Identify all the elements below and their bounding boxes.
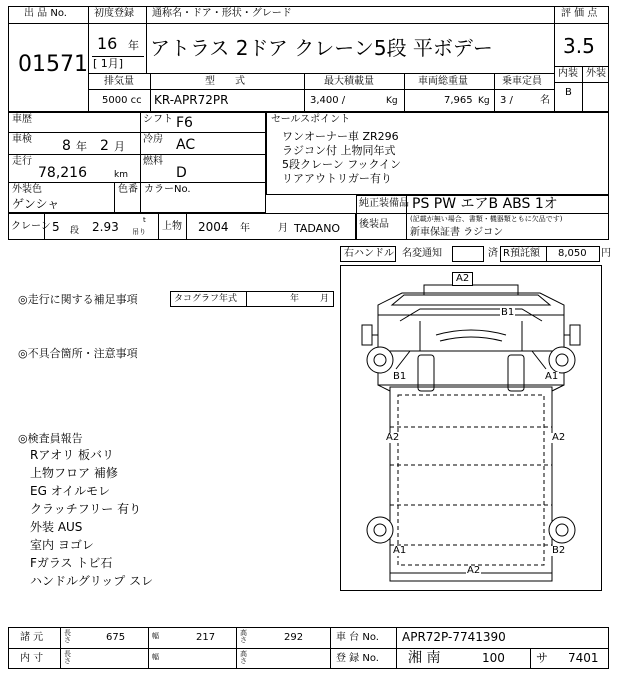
dim-col-1 <box>60 627 61 669</box>
truck-diagram <box>340 265 602 591</box>
chassis-value: APR72P-7741390 <box>402 630 506 644</box>
name-change-box <box>452 246 484 262</box>
model-label: 型 式 <box>205 76 245 87</box>
inspection-month: 2 <box>100 138 109 154</box>
inspection-label: 車検 <box>12 134 32 145</box>
width-label: 幅 <box>152 632 159 640</box>
reg-kana: サ <box>536 651 549 665</box>
first-reg-year: 16 <box>97 34 118 53</box>
upper-month-unit: 月 <box>278 223 288 234</box>
gross-weight-unit: Kg <box>478 96 490 106</box>
header-divider-2 <box>88 73 554 74</box>
body-dim-label: 諸 元 <box>20 632 44 643</box>
upper-col-2 <box>186 213 187 240</box>
fuel-label: 燃料 <box>143 156 163 167</box>
shift-label: シフト <box>143 114 173 125</box>
inspection-year-unit: 年 <box>76 140 87 153</box>
length-label: 長さ <box>64 629 71 644</box>
lot-label: 出 品 No. <box>24 8 67 19</box>
capacity-unit: 名 <box>540 95 550 106</box>
upper-label: 上物 <box>162 221 182 232</box>
recycle-value: 8,050 <box>558 248 587 259</box>
chassis-label: 車 台 No. <box>336 632 379 643</box>
mileage-label: 走行 <box>12 156 32 167</box>
inspector-item-2: 上物フロア 補修 <box>30 466 118 480</box>
inspector-item-8: ハンドルグリップ スレ <box>30 574 154 588</box>
car-name: アトラス 2ドア クレーン5段 平ボデー <box>150 36 493 60</box>
damage-mark-rear-right: B2 <box>552 545 566 556</box>
inspector-item-3: EG オイルモレ <box>30 484 111 498</box>
damage-mark-front: A2 <box>452 272 473 286</box>
damage-mark-rear-left: A1 <box>393 545 407 556</box>
height-value: 292 <box>284 632 304 643</box>
first-reg-month: [ 1月] <box>93 57 124 70</box>
spec-col-1 <box>150 73 151 112</box>
reg-number: 7401 <box>568 651 599 665</box>
model-value: KR-APR72PR <box>154 93 229 107</box>
displacement-value: 5000 cc <box>102 95 142 106</box>
interior-dim-label: 内 寸 <box>20 653 44 664</box>
crane-capacity: 2.93 <box>92 220 119 234</box>
spec-col-4 <box>494 73 495 112</box>
interior-grade: B <box>565 87 572 98</box>
driving-notes-label: ◎走行に関する補足事項 <box>18 293 138 306</box>
spec-col-2 <box>304 73 305 112</box>
header-col-1 <box>88 6 89 112</box>
recycle-unit: 円 <box>601 248 611 259</box>
ext-color-label: 外装色 <box>12 184 42 195</box>
tacho-year-unit: 年 <box>290 294 300 304</box>
height-label: 高さ <box>240 629 247 644</box>
recycle-char: 済 <box>488 248 498 259</box>
header-divider-1 <box>8 23 609 24</box>
fuel-value: D <box>176 165 187 181</box>
spec-col-3 <box>404 73 405 112</box>
equipment-label: 純正装備品 <box>359 198 409 209</box>
dim-col-2 <box>148 627 149 669</box>
capacity-label: 乗車定員 <box>502 76 542 87</box>
dim-row <box>8 648 609 649</box>
length-value: 675 <box>106 632 126 643</box>
damage-mark-rear: A2 <box>467 565 481 576</box>
sales-point-1: ワンオーナー車 ZR296 <box>282 130 399 143</box>
damage-mark-front-left: B1 <box>393 371 407 382</box>
inspector-item-5: 外装 AUS <box>30 520 83 534</box>
color-col-1 <box>114 182 115 213</box>
dim-col-5 <box>396 627 397 669</box>
ac-label: 冷房 <box>143 134 163 145</box>
shift-value: F6 <box>176 115 193 131</box>
header-divider-3 <box>88 89 554 90</box>
inspector-label: ◎検査員報告 <box>18 432 83 445</box>
dim-col-6 <box>530 648 531 669</box>
grade-label: 評 価 点 <box>561 8 598 19</box>
history-label: 車歴 <box>12 114 32 125</box>
reg-label: 登 録 No. <box>336 653 379 664</box>
inspector-item-1: Rアオリ 板バリ <box>30 448 115 462</box>
header-col-2 <box>146 6 147 73</box>
info-row-1 <box>8 132 266 133</box>
info-row-2 <box>8 154 266 155</box>
damage-mark-cab-right: B1 <box>501 307 515 318</box>
upper-year-unit: 年 <box>240 223 250 234</box>
car-name-label: 通称名・ドア・形状・グレード <box>152 8 292 19</box>
damage-mark-left-side: A2 <box>386 432 400 443</box>
reg-class: 100 <box>482 651 505 665</box>
upper-year: 2004 <box>198 220 229 234</box>
defects-label: ◎不具合箇所・注意事項 <box>18 347 138 360</box>
aftermarket-value: 新車保証書 ラジコン <box>410 227 504 238</box>
evaluation-score: 3.5 <box>563 34 595 58</box>
mileage-value: 78,216 <box>38 165 87 181</box>
crane-stages: 5 <box>52 220 60 234</box>
reg-area: 湘 南 <box>408 650 441 666</box>
first-reg-year-unit: 年 <box>128 39 139 52</box>
interior-width-label: 幅 <box>152 653 159 661</box>
ext-color-value: ゲンシャ <box>12 197 60 211</box>
grade-col <box>582 66 583 112</box>
gross-weight-label: 車両総重量 <box>418 76 468 87</box>
lot-number: 01571 <box>18 52 88 77</box>
crane-capacity-unit-bottom: 吊り <box>132 228 146 236</box>
handle-value: 右ハンドル <box>344 248 394 259</box>
dim-col-3 <box>236 627 237 669</box>
ac-value: AC <box>176 137 196 153</box>
exterior-grade-label: 外装 <box>586 68 606 79</box>
inspection-month-unit: 月 <box>114 140 125 153</box>
upper-col <box>158 213 159 240</box>
sales-point-3: 5段クレーン フックイン <box>282 158 401 171</box>
color-no-value: カラーNo. <box>144 184 191 195</box>
aftermarket-note: (記載が無い場合、書類・機器類ともに欠品です) <box>410 215 563 223</box>
interior-grade-label: 内装 <box>558 68 578 79</box>
upper-maker: TADANO <box>294 222 341 235</box>
aftermarket-label: 後装品 <box>359 219 389 230</box>
inspector-item-4: クラッチフリー 有り <box>30 502 142 516</box>
color-no-label: 色番 <box>118 184 138 195</box>
inspector-item-7: Fガラス トビ石 <box>30 556 113 570</box>
crane-stages-unit: 段 <box>70 226 80 236</box>
sales-point-4: リアアウトリガー有り <box>282 172 392 185</box>
tacho-month-unit: 月 <box>320 294 330 304</box>
info-row-3 <box>8 182 266 183</box>
gross-weight-value: 7,965 <box>444 95 473 106</box>
inspection-year: 8 <box>62 138 71 154</box>
dim-col-4 <box>330 627 331 669</box>
tacho-label: タコグラフ年式 <box>174 294 238 304</box>
equipment-value: PS PW エアB ABS 1オ <box>412 196 558 212</box>
width-value: 217 <box>196 632 216 643</box>
damage-mark-front-right: A1 <box>545 371 559 382</box>
inspector-item-6: 室内 ヨゴレ <box>30 538 94 552</box>
recycle-label: R預託額 <box>503 248 540 259</box>
interior-height-label: 高さ <box>240 650 247 665</box>
sales-points-label: セールスポイント <box>271 114 351 125</box>
name-change-label: 名変通知 <box>402 248 442 259</box>
info-col <box>140 112 141 182</box>
first-reg-label: 初度登録 <box>94 8 134 19</box>
recycle-col <box>546 246 547 262</box>
crane-capacity-unit-top: t <box>143 216 146 224</box>
equipment-divider <box>356 213 609 214</box>
max-load-value: 3,400 / <box>310 95 346 106</box>
sales-point-2: ラジコン付 上物同年式 <box>282 144 396 157</box>
capacity-value: 3 / <box>500 95 513 106</box>
tacho-col <box>246 291 247 307</box>
color-col-2 <box>140 182 141 213</box>
mileage-unit: km <box>114 170 128 180</box>
max-load-label: 最大積載量 <box>324 76 374 87</box>
max-load-unit: Kg <box>386 96 398 106</box>
interior-length-label: 長さ <box>64 650 71 665</box>
displacement-label: 排気量 <box>104 76 134 87</box>
damage-mark-right-side: A2 <box>552 432 566 443</box>
crane-label: クレーン <box>11 221 51 232</box>
header-col-3 <box>554 6 555 112</box>
